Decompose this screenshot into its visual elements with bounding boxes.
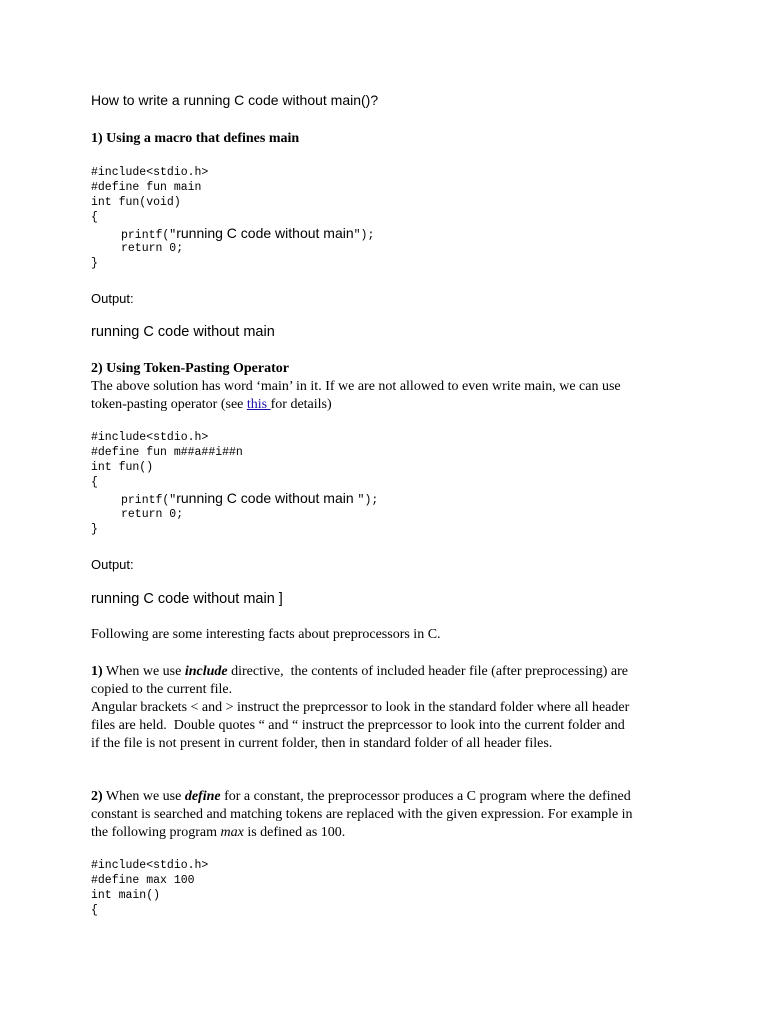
code-line: #include<stdio.h> <box>91 431 209 444</box>
text-fragment: directive, the contents of included header file (after preprocessing) are <box>227 664 628 679</box>
section2-output-label: Output: <box>91 557 134 572</box>
fact2-max-keyword: max <box>220 825 244 840</box>
code-line: int fun() <box>91 461 154 474</box>
fact1-line <box>91 664 628 680</box>
fact2-keyword: define <box>184 789 221 804</box>
code-line: int fun(void) <box>91 196 181 209</box>
code-fragment: "); <box>357 494 379 507</box>
code-line-printf <box>121 225 374 243</box>
code-line: return 0; <box>121 508 184 521</box>
code-fragment: printf(" <box>121 229 177 242</box>
fact2-line <box>91 789 631 805</box>
section1-output-label: Output: <box>91 291 134 306</box>
code-line: #define fun main <box>91 181 202 194</box>
code-line: #include<stdio.h> <box>91 166 209 179</box>
text-fragment: for details) <box>270 397 332 412</box>
code-line-printf <box>121 490 378 508</box>
fact2-number: 2) <box>91 789 103 804</box>
fact1-line: copied to the current file. <box>91 682 233 697</box>
code-line: #define fun m##a##i##n <box>91 446 243 459</box>
code-line: { <box>91 476 98 489</box>
code-line: int main() <box>91 889 161 902</box>
text-fragment: When we use <box>102 664 185 679</box>
code-string: running C code without main <box>176 490 358 506</box>
code-fragment: printf(" <box>121 494 177 507</box>
text-fragment: token-pasting operator (see <box>91 397 247 412</box>
facts-intro: Following are some interesting facts about preprocessors in C. <box>91 627 441 642</box>
text-fragment: is defined as 100. <box>243 825 346 840</box>
section2-paragraph-line: The above solution has word ‘main’ in it. If we are not allowed to even write main, we can use <box>91 379 621 394</box>
section1-output: running C code without main <box>91 324 275 340</box>
fact2-line: constant is searched and matching tokens are replaced with the given expression. For example in <box>91 807 633 822</box>
code-line: #define max 100 <box>91 874 195 887</box>
section1-heading: 1) Using a macro that defines main <box>91 131 300 146</box>
text-fragment: the following program <box>91 825 221 840</box>
fact1-number: 1) <box>91 664 103 679</box>
code-string: running C code without main <box>176 225 354 241</box>
fact1-line: Angular brackets < and > instruct the preprcessor to look in the standard folder where all header <box>91 700 630 715</box>
fact1-line: files are held. Double quotes “ and “ instruct the preprcessor to look into the current folder and <box>91 718 625 733</box>
code-line: return 0; <box>121 242 184 255</box>
text-fragment: for a constant, the preprocessor produces a C program where the defined <box>220 789 631 804</box>
fact1-keyword: include <box>184 664 228 679</box>
document-title: How to write a running C code without main()? <box>91 92 379 108</box>
section2-paragraph-line <box>91 397 332 413</box>
code-fragment: "); <box>353 229 375 242</box>
text-fragment: When we use <box>102 789 185 804</box>
section2-output: running C code without main ] <box>91 591 283 607</box>
code-line: { <box>91 211 98 224</box>
code-line: { <box>91 904 98 917</box>
this-link[interactable]: this <box>246 397 271 412</box>
code-line: } <box>91 257 98 270</box>
code-line: #include<stdio.h> <box>91 859 209 872</box>
code-line: } <box>91 523 98 536</box>
fact1-line: if the file is not present in current folder, then in standard folder of all header files. <box>91 736 553 751</box>
section2-heading: 2) Using Token-Pasting Operator <box>91 361 289 376</box>
fact2-line <box>91 825 345 841</box>
